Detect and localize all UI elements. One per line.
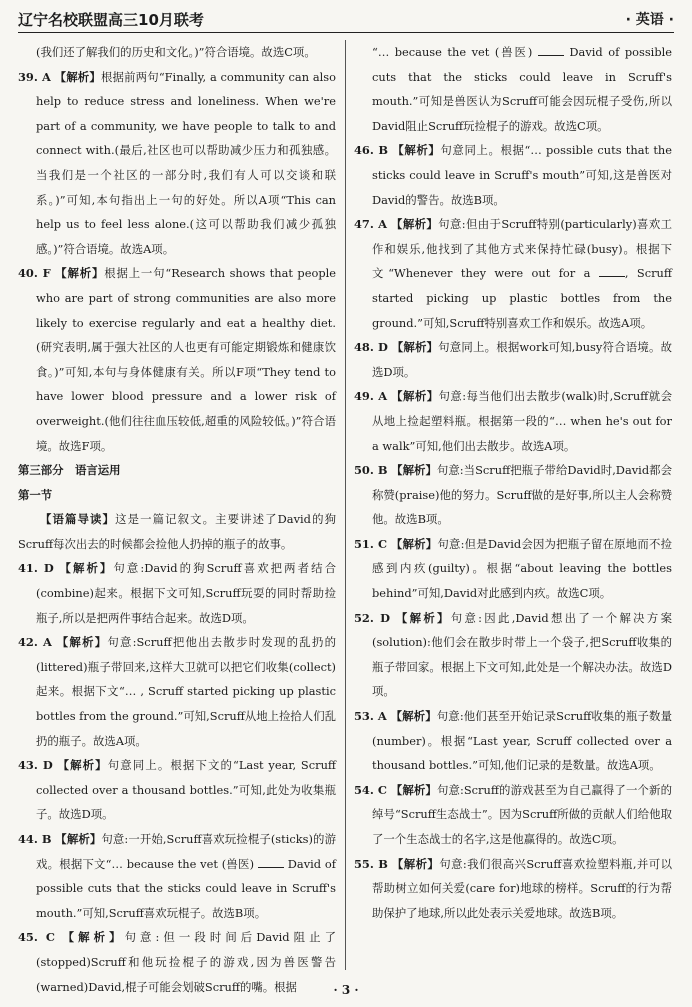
section-heading: 第三部分 语言运用 [18,463,121,478]
answer-text-cont: David of possible cuts that the sticks could leave in Scruff's mouth.”可知是兽医认为Scruff可能会因玩棍子受伤,所以David阻止Scruff玩捡棍子的游戏。故选C项。 [372,45,673,133]
column-divider [345,40,346,970]
analysis-tag: 【解析】 [391,217,439,232]
answer-number: 44. B [18,832,52,846]
subsection-heading: 第一节 [18,487,53,502]
answer-text: 根据前两句“Finally, a community can also help to reduce stress and loneliness. When we're part of a community, we have people to talk to and connect with.(最后,社区也可以帮助减少压力和孤独感。当我们是一个社区的一部分时,我们有人可以交谈和联系。)”可知,本句指出上一句的好处。所以A项“This can help us to feel less alone.(这可以帮助我们减少孤独感。)”符合语境。故选A项。 [36,69,336,256]
answer-blank [538,43,564,56]
answer-number: 42. A [18,635,52,650]
answer-49 [354,384,672,458]
answer-44 [18,827,336,925]
answer-text: “… because the vet (兽医) [372,45,533,59]
analysis-tag: 【解析】 [55,266,105,281]
continued-answer: (我们还了解我们的历史和文化。)”符合语境。故选C项。 [36,45,316,59]
answer-number: 45. C [18,930,55,945]
answer-number: 52. D [354,610,390,625]
left-column [18,40,337,994]
answer-text: 句意:David的狗Scruff喜欢把两者结合(combine)起来。根据下文可知,Scruff玩耍的同时帮助捡瓶子,所以是把两件事结合起来。故选D项。 [36,561,336,625]
answer-number: 39. A [18,69,51,84]
answer-number: 43. D [18,758,53,773]
answer-40 [18,261,336,458]
answer-47 [354,212,672,335]
right-column [354,40,672,970]
exam-title: 辽宁名校联盟高三10月联考 [18,10,204,29]
answer-48 [354,335,672,384]
intro-text: 这是一篇记叙文。主要讲述了David的狗Scruff每次出去的时候都会捡他人扔掉的瓶子的故事。 [18,512,336,551]
answer-number: 49. A [354,389,388,404]
answer-text: 句意同上。根据下文的“Last year, Scruff collected over a thousand bottles.”可知,此处为收集瓶子。故选D项。 [36,758,336,822]
analysis-tag: 【解析】 [390,536,438,551]
analysis-tag: 【解析】 [391,856,440,871]
analysis-tag: 【解析】 [390,782,437,797]
answer-number: 55. B [354,856,388,871]
answer-text-cont: David of possible cuts that the sticks could leave in Scruff's mouth.”可知,Scruff喜欢玩棍子。故选B项。 [36,856,336,920]
answer-54 [354,778,672,852]
analysis-tag: 【解析】 [391,389,439,404]
answer-number: 51. C [354,536,388,551]
answer-text: 句意:每当他们出去散步(walk)时,Scruff就会从地上捡起塑料瓶。根据第一段的“… when he's out for a walk”可知,他们出去散步。故选A项。 [372,389,672,453]
page-number: · 3 · [333,983,359,997]
answer-text: 句意:Scruff的游戏甚至为自己赢得了一个新的绰号“Scruff生态战士”。因为Scruff所做的贡献人们给他取了一个生态战士的名字,这是他赢得的。故选C项。 [372,782,672,846]
answer-text: 句意:因此,David想出了一个解决方案(solution):他们会在散步时带上一个袋子,把Scruff收集的瓶子带回家。根据上下文可知,此处是一个解决办法。故选D项。 [372,610,672,699]
answer-number: 54. C [354,782,387,797]
answer-53 [354,704,672,778]
answer-text: 句意:但是David会因为把瓶子留在原地而不捡感到内疚(guilty)。根据“about leaving the bottles behind”可知,David对此感到内疚。故选C项。 [372,536,672,601]
answer-text: 句意同上。根据work可知,busy符合语境。故选D项。 [372,340,672,379]
answer-text: 句意同上。根据“… possible cuts that the sticks could leave in Scruff's mouth”可知,这是兽医对David的警告。故选B项。 [372,143,672,207]
answer-text: 句意:一开始,Scruff喜欢玩捡棍子(sticks)的游戏。根据下文“… because the vet (兽医) [36,832,336,871]
analysis-tag: 【解析】 [57,758,108,773]
answer-text: 句意:但由于Scruff特别(particularly)喜欢工作和娱乐,他找到了其他方式来保持忙碌(busy)。根据下文“Whenever they were out for a [372,217,672,281]
analysis-tag: 【解析】 [56,635,108,650]
answer-blank [599,264,625,277]
answer-text: 根据上一句“Research shows that people who are part of strong communities are also more likely to exercise regularly and eat a healthy diet.(研究表明,属于强大社区的人也更有可能定期锻炼和健康饮食。)”可知,本句与身体健康有关。所以F项“They tend to have lower blood pressure and a lower risk of overweight.(他们往往血压较低,超重的风险较低。)”符合语境。故选F项。 [36,266,337,453]
analysis-tag: 【解析】 [54,69,101,84]
answer-number: 40. F [18,266,51,281]
answer-text-cont: , Scruff started picking up plastic bottles from the ground.”可知,Scruff特别喜欢工作和娱乐。故选A项。 [372,266,672,330]
answer-50 [354,458,672,532]
answer-text: 句意:当Scruff把瓶子带给David时,David都会称赞(praise)他的努力。Scruff做的是好事,所以主人会称赞他。故选B项。 [372,463,672,527]
answer-number: 47. A [354,217,388,232]
answer-41 [18,556,336,630]
passage-intro [18,507,336,556]
analysis-tag: 【解析】 [62,930,125,945]
answer-text: 句意:我们很高兴Scruff喜欢捡塑料瓶,并可以帮助树立如何关爱(care for)地球的榜样。Scruff的行为帮助保护了地球,所以此处表示关爱地球。故选B项。 [372,856,672,920]
answer-number: 48. D [354,340,388,355]
answer-55 [354,852,672,926]
answer-text: 句意:但一段时间后David阻止了(stopped)Scruff和他玩捡棍子的游戏,因为兽医警告(warned)David,棍子可能会划破Scruff的嘴。根据 [36,930,336,994]
subject-label: · 英语 · [625,12,674,28]
answer-39 [18,65,336,262]
answer-51 [354,532,672,606]
intro-tag: 【语篇导读】 [40,512,116,527]
answer-number: 41. D [18,561,54,576]
answer-46 [354,138,672,212]
analysis-tag: 【解析】 [55,832,102,846]
answer-number: 50. B [354,463,388,478]
answer-42 [18,630,336,753]
analysis-tag: 【解析】 [392,143,441,158]
answer-number: 53. A [354,709,387,724]
answer-blank [258,855,284,868]
answer-number: 46. B [354,143,389,158]
answer-52 [354,606,672,704]
analysis-tag: 【解析】 [395,610,451,625]
page-header [18,6,674,33]
continued-answer [354,40,672,138]
answer-text: 句意:他们甚至开始记录Scruff收集的瓶子数量(number)。根据“Last year, Scruff collected over a thousand bottles.”可知,他们记录的是数量。故选A项。 [372,709,672,773]
analysis-tag: 【解析】 [391,463,437,478]
analysis-tag: 【解析】 [59,561,114,576]
answer-43 [18,753,336,827]
answer-text: 句意:Scruff把他出去散步时发现的乱扔的(littered)瓶子带回来,这样大卫就可以把它们收集(collect)起来。根据下文“… , Scruff started picking up plastic bottles from the ground.”可知,Scruff从地上捡拾人们乱扔的瓶子。故选A项。 [36,635,336,748]
analysis-tag: 【解析】 [390,709,437,724]
analysis-tag: 【解析】 [391,340,439,355]
